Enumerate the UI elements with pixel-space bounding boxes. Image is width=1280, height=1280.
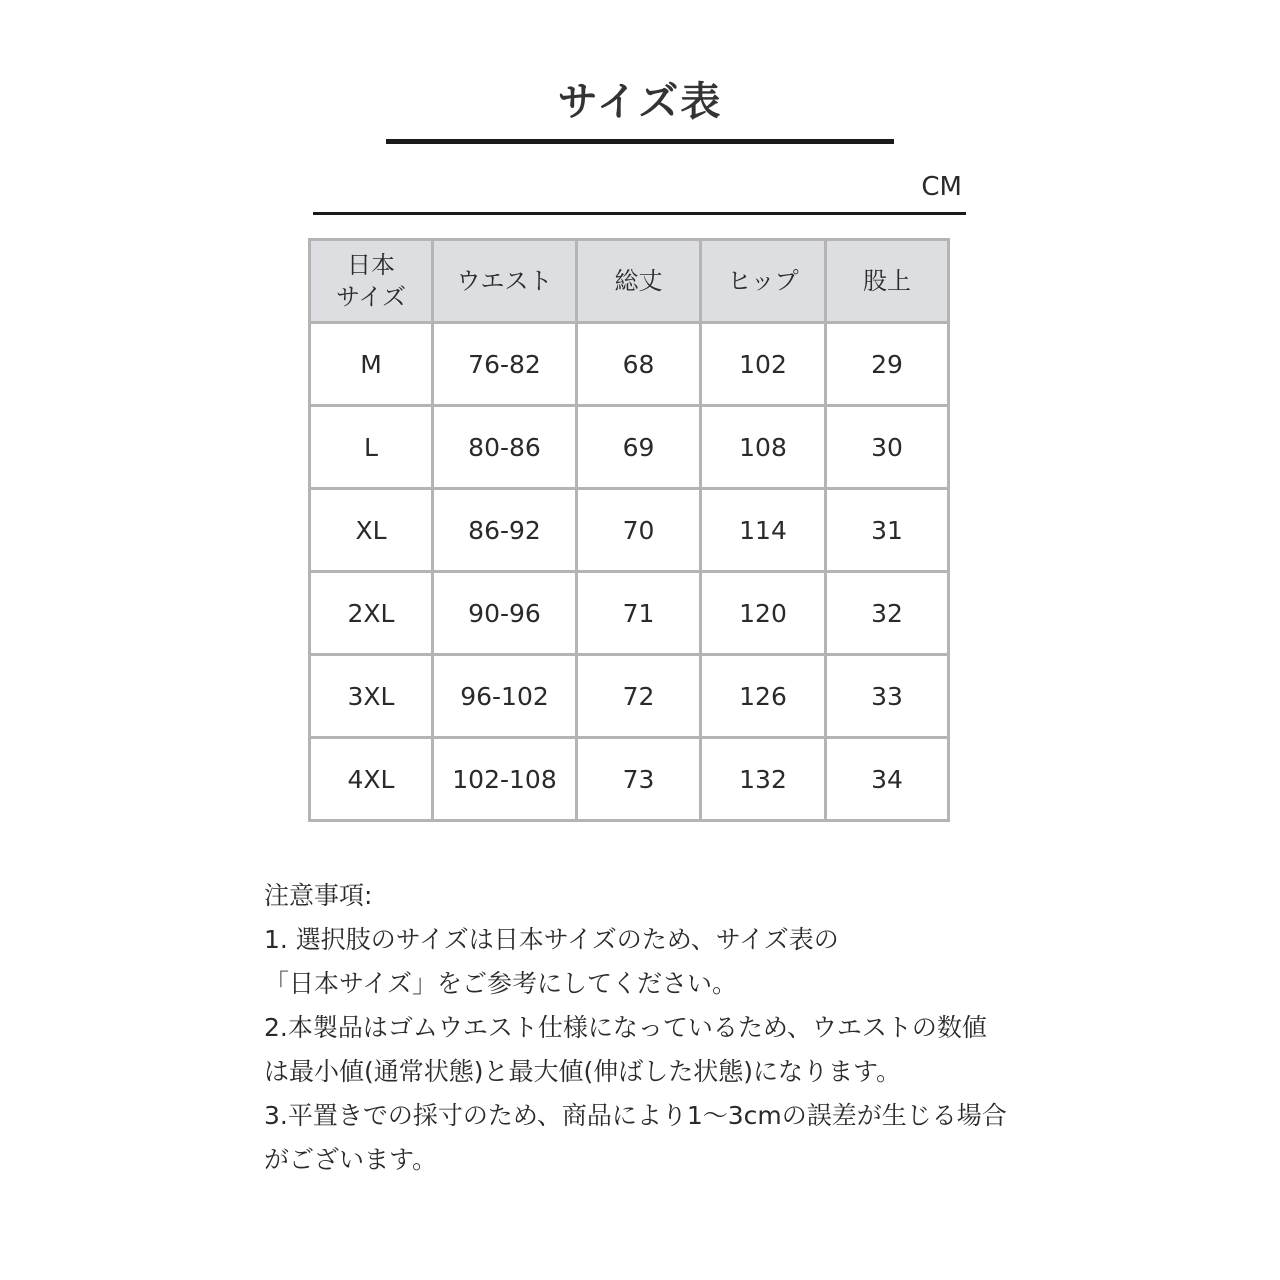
table-cell-rise: 31 [826, 489, 949, 572]
header-japan-size [310, 240, 433, 323]
table-cell-length: 68 [577, 323, 701, 406]
table-cell-waist: 102-108 [433, 738, 577, 821]
header-label-line: ウエスト [456, 267, 553, 295]
table-cell-hip: 108 [701, 406, 826, 489]
table-cell-length: 71 [577, 572, 701, 655]
table-cell-length: 70 [577, 489, 701, 572]
notes-line: がございます。 [264, 1145, 438, 1174]
header-label-line: 総丈 [614, 267, 663, 295]
header-rise [826, 240, 949, 323]
table-cell-size: L [310, 406, 433, 489]
table-cell-size: 3XL [310, 655, 433, 738]
header-label-line: サイズ [335, 283, 407, 311]
table-cell-waist: 96-102 [433, 655, 577, 738]
table-cell-length: 69 [577, 406, 701, 489]
table-header-row [310, 240, 949, 323]
table-cell-rise: 30 [826, 406, 949, 489]
table-cell-size: 4XL [310, 738, 433, 821]
notes-line: 2.本製品はゴムウエスト仕様になっているため、ウエストの数値 [264, 1013, 987, 1042]
table-cell-rise: 34 [826, 738, 949, 821]
header-label-line: 股上 [863, 267, 911, 295]
table-cell-size: M [310, 323, 433, 406]
header-hip [701, 240, 826, 323]
header-waist [433, 240, 577, 323]
table-row [310, 323, 949, 406]
table-cell-hip: 126 [701, 655, 826, 738]
table-cell-rise: 33 [826, 655, 949, 738]
table-cell-hip: 120 [701, 572, 826, 655]
table-row [310, 406, 949, 489]
table-row [310, 572, 949, 655]
notes-line: は最小値(通常状態)と最大値(伸ばした状態)になります。 [264, 1057, 902, 1086]
unit-label: CM [921, 172, 962, 202]
table-cell-size: 2XL [310, 572, 433, 655]
table-cell-size: XL [310, 489, 433, 572]
table-cell-hip: 102 [701, 323, 826, 406]
table-cell-waist: 90-96 [433, 572, 577, 655]
table-cell-waist: 80-86 [433, 406, 577, 489]
page-title: サイズ表 [557, 79, 723, 125]
table-cell-hip: 132 [701, 738, 826, 821]
table-row [310, 489, 949, 572]
header-label-line: 日本 [347, 251, 395, 279]
unit-divider [313, 212, 966, 215]
table-row [310, 738, 949, 821]
table-cell-waist: 86-92 [433, 489, 577, 572]
notes-line: 3.平置きでの採寸のため、商品により1〜3cmの誤差が生じる場合 [264, 1101, 1007, 1130]
header-total-length [577, 240, 701, 323]
table-cell-waist: 76-82 [433, 323, 577, 406]
notes-section [264, 874, 1124, 1182]
title-underline [386, 139, 894, 144]
table-cell-length: 73 [577, 738, 701, 821]
notes-heading: 注意事項: [264, 881, 373, 910]
notes-line: 「日本サイズ」をご参考にしてください。 [264, 969, 738, 998]
table-row [310, 655, 949, 738]
notes-line: 1. 選択肢のサイズは日本サイズのため、サイズ表の [264, 925, 839, 954]
header-label-line: ヒップ [727, 267, 799, 295]
table-cell-hip: 114 [701, 489, 826, 572]
table-cell-length: 72 [577, 655, 701, 738]
table-cell-rise: 32 [826, 572, 949, 655]
size-table [308, 238, 950, 822]
table-cell-rise: 29 [826, 323, 949, 406]
